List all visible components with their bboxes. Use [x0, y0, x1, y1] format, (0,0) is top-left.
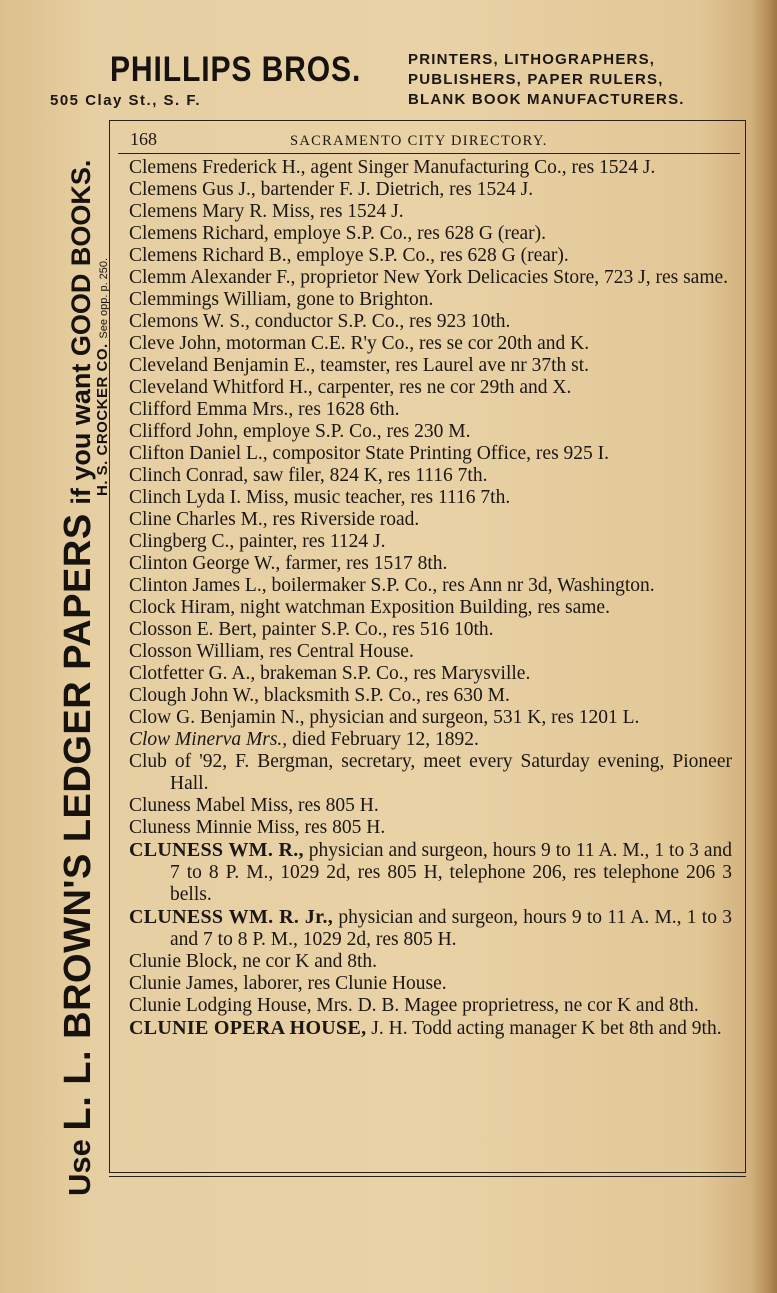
directory-entry	[129, 201, 732, 223]
directory-entry	[129, 597, 732, 619]
directory-entries	[129, 157, 732, 1040]
service-line: PRINTERS, LITHOGRAPHERS,	[408, 51, 656, 68]
entry-details: brakeman S.P. Co., res Marysville.	[255, 663, 531, 684]
directory-entry	[129, 465, 732, 487]
page-edge-shadow	[751, 0, 777, 1293]
entry-name: Clunie Block,	[129, 951, 238, 972]
entry-name: Clemm Alexander F.,	[129, 267, 296, 288]
directory-entry	[129, 995, 732, 1017]
directory-entry	[129, 641, 732, 663]
entry-details: boilermaker S.P. Co., res Ann nr 3d, Washington.	[266, 575, 655, 596]
entry-details: J. H. Todd acting manager K bet 8th and 9th.	[366, 1018, 722, 1039]
service-line: BLANK BOOK MANUFACTURERS.	[408, 91, 685, 108]
entry-name: Clinch Lyda I. Miss,	[129, 487, 289, 508]
directory-entry	[129, 973, 732, 995]
entry-details: teamster, res Laurel ave nr 37th st.	[315, 355, 590, 376]
entry-details: gone to Brighton.	[291, 289, 434, 310]
directory-entry	[129, 575, 732, 597]
side-ad-tail: if you want GOOD BOOKS.	[66, 159, 96, 505]
advertiser-address: 505 Clay St., S. F.	[50, 92, 202, 109]
entry-name: Clinton George W.,	[129, 553, 281, 574]
entry-details: physician and surgeon, 531 K, res 1201 L.	[304, 707, 640, 728]
entry-name: Clemens Gus J.,	[129, 179, 256, 200]
entry-details: res 1628 6th.	[293, 399, 400, 420]
directory-entry	[129, 619, 732, 641]
entry-details: conductor S.P. Co., res 923 10th.	[249, 311, 511, 332]
entry-name: Clemens Mary R. Miss,	[129, 201, 315, 222]
entry-details: bartender F. J. Dietrich, res 1524 J.	[255, 179, 534, 200]
frame-double-rule	[109, 1176, 746, 1177]
directory-entry	[129, 421, 732, 443]
directory-entry	[129, 906, 732, 951]
entry-name: Clemens Frederick H.,	[129, 157, 306, 178]
entry-name: Cluness Mabel Miss,	[129, 795, 294, 816]
running-head	[115, 128, 740, 150]
entry-name: Clock Hiram,	[129, 597, 236, 618]
side-ad-note: See opp. p. 250.	[98, 257, 110, 339]
entry-details: physician and surgeon, hours 9 to 11 A. M., 1 to 3 and 7 to 8 P. M., 1029 2d, res 805 H, telephone 206, res telephone 206 3 bells.	[170, 840, 732, 905]
entry-name: Cline Charles M.,	[129, 509, 268, 530]
entry-details: res 1524 J.	[314, 201, 404, 222]
directory-entry	[129, 951, 732, 973]
directory-entry	[129, 355, 732, 377]
entry-details: res Riverside road.	[267, 509, 420, 530]
entry-details: employe S.P. Co., res 628 G (rear).	[268, 223, 547, 244]
directory-entry	[129, 311, 732, 333]
entry-name: Clow G. Benjamin N.,	[129, 707, 305, 728]
entry-details: employe S.P. Co., res 230 M.	[238, 421, 471, 442]
entry-details: F. Bergman, secretary, meet every Saturday evening, Pioneer Hall.	[170, 751, 732, 794]
entry-name: Clough John W.,	[129, 685, 260, 706]
directory-entry	[129, 817, 732, 839]
entry-name: CLUNESS WM. R. Jr.,	[129, 906, 334, 928]
header-rule	[118, 153, 740, 154]
directory-entry	[129, 1017, 732, 1040]
entry-details: painter, res 1124 J.	[234, 531, 386, 552]
header-advertisement	[110, 50, 720, 116]
entry-details: laborer, res Clunie House.	[238, 973, 447, 994]
directory-entry	[129, 223, 732, 245]
entry-details: res 805 H.	[299, 817, 386, 838]
entry-details: Mrs. D. B. Magee proprietress, ne cor K and 8th.	[311, 995, 699, 1016]
directory-title: SACRAMENTO CITY DIRECTORY.	[290, 133, 548, 149]
directory-entry	[129, 487, 732, 509]
entry-details: res 805 H.	[293, 795, 379, 816]
entry-name: CLUNIE OPERA HOUSE,	[129, 1017, 367, 1039]
entry-name: Cleveland Whitford H.,	[129, 377, 313, 398]
entry-name: Clemons W. S.,	[129, 311, 250, 332]
entry-details: farmer, res 1517 8th.	[280, 553, 448, 574]
directory-entry	[129, 707, 732, 729]
entry-details: res Central House.	[264, 641, 414, 662]
entry-name: Clifford John,	[129, 421, 239, 442]
entry-name: Clunie James,	[129, 973, 239, 994]
directory-entry	[129, 289, 732, 311]
directory-entry	[129, 509, 732, 531]
directory-entry	[129, 377, 732, 399]
entry-details: proprietor New York Delicacies Store, 723 J, res same.	[295, 267, 729, 288]
directory-entry	[129, 443, 732, 465]
directory-entry	[129, 531, 732, 553]
entry-details: saw filer, 824 K, res 1116 7th.	[248, 465, 488, 486]
entry-details: music teacher, res 1116 7th.	[288, 487, 511, 508]
entry-name: Clifton Daniel L.,	[129, 443, 268, 464]
entry-name: Club of '92,	[129, 751, 228, 772]
entry-name: Clifford Emma Mrs.,	[129, 399, 294, 420]
entry-name: Clow Minerva Mrs.,	[129, 729, 288, 750]
directory-entry	[129, 267, 732, 289]
entry-details: physician and surgeon, hours 9 to 11 A. M., 1 to 3 and 7 to 8 P. M., 1029 2d, res 805 H.	[170, 907, 732, 950]
entry-details: night watchman Exposition Building, res same.	[235, 597, 610, 618]
entry-name: Clinton James L.,	[129, 575, 267, 596]
side-ad-publisher: H. S. CROCKER CO.	[94, 343, 111, 496]
entry-details: died February 12, 1892.	[287, 729, 479, 750]
directory-entry	[129, 179, 732, 201]
entry-details: compositor State Printing Office, res 925 I.	[267, 443, 610, 464]
directory-entry	[129, 333, 732, 355]
directory-entry	[129, 751, 732, 795]
directory-entry	[129, 399, 732, 421]
entry-name: Cleve John,	[129, 333, 222, 354]
side-ad-brand: L. L. BROWN'S LEDGER PAPERS	[57, 513, 99, 1131]
entry-name: Clotfetter G. A.,	[129, 663, 256, 684]
entry-name: Clinch Conrad,	[129, 465, 249, 486]
entry-name: Cleveland Benjamin E.,	[129, 355, 316, 376]
entry-name: Clingberg C.,	[129, 531, 235, 552]
entry-name: Clemens Richard,	[129, 223, 269, 244]
entry-name: Closson E. Bert,	[129, 619, 257, 640]
entry-name: Clunie Lodging House,	[129, 995, 312, 1016]
service-line: PUBLISHERS, PAPER RULERS,	[408, 71, 664, 88]
directory-entry	[129, 685, 732, 707]
entry-name: Closson William,	[129, 641, 265, 662]
directory-entry	[129, 729, 732, 751]
directory-entry	[129, 839, 732, 906]
directory-entry	[129, 663, 732, 685]
entry-details: blacksmith S.P. Co., res 630 M.	[259, 685, 510, 706]
entry-details: employe S.P. Co., res 628 G (rear).	[291, 245, 569, 266]
directory-entry	[129, 553, 732, 575]
directory-entry	[129, 795, 732, 817]
entry-name: CLUNESS WM. R.,	[129, 839, 304, 861]
entry-name: Cluness Minnie Miss,	[129, 817, 300, 838]
advertiser-services	[408, 50, 724, 110]
page-number: 168	[130, 129, 157, 149]
side-ad-use: Use	[62, 1139, 97, 1196]
directory-entry	[129, 157, 732, 179]
entry-details: ne cor K and 8th.	[237, 951, 378, 972]
entry-details: carpenter, res ne cor 29th and X.	[312, 377, 572, 398]
entry-details: agent Singer Manufacturing Co., res 1524 J.	[305, 157, 656, 178]
entry-name: Clemens Richard B.,	[129, 245, 292, 266]
entry-name: Clemmings William,	[129, 289, 292, 310]
entry-details: motorman C.E. R'y Co., res se cor 20th and K.	[221, 333, 590, 354]
entry-details: painter S.P. Co., res 516 10th.	[256, 619, 494, 640]
advertiser-name: PHILLIPS BROS.	[110, 50, 362, 89]
directory-entry	[129, 245, 732, 267]
